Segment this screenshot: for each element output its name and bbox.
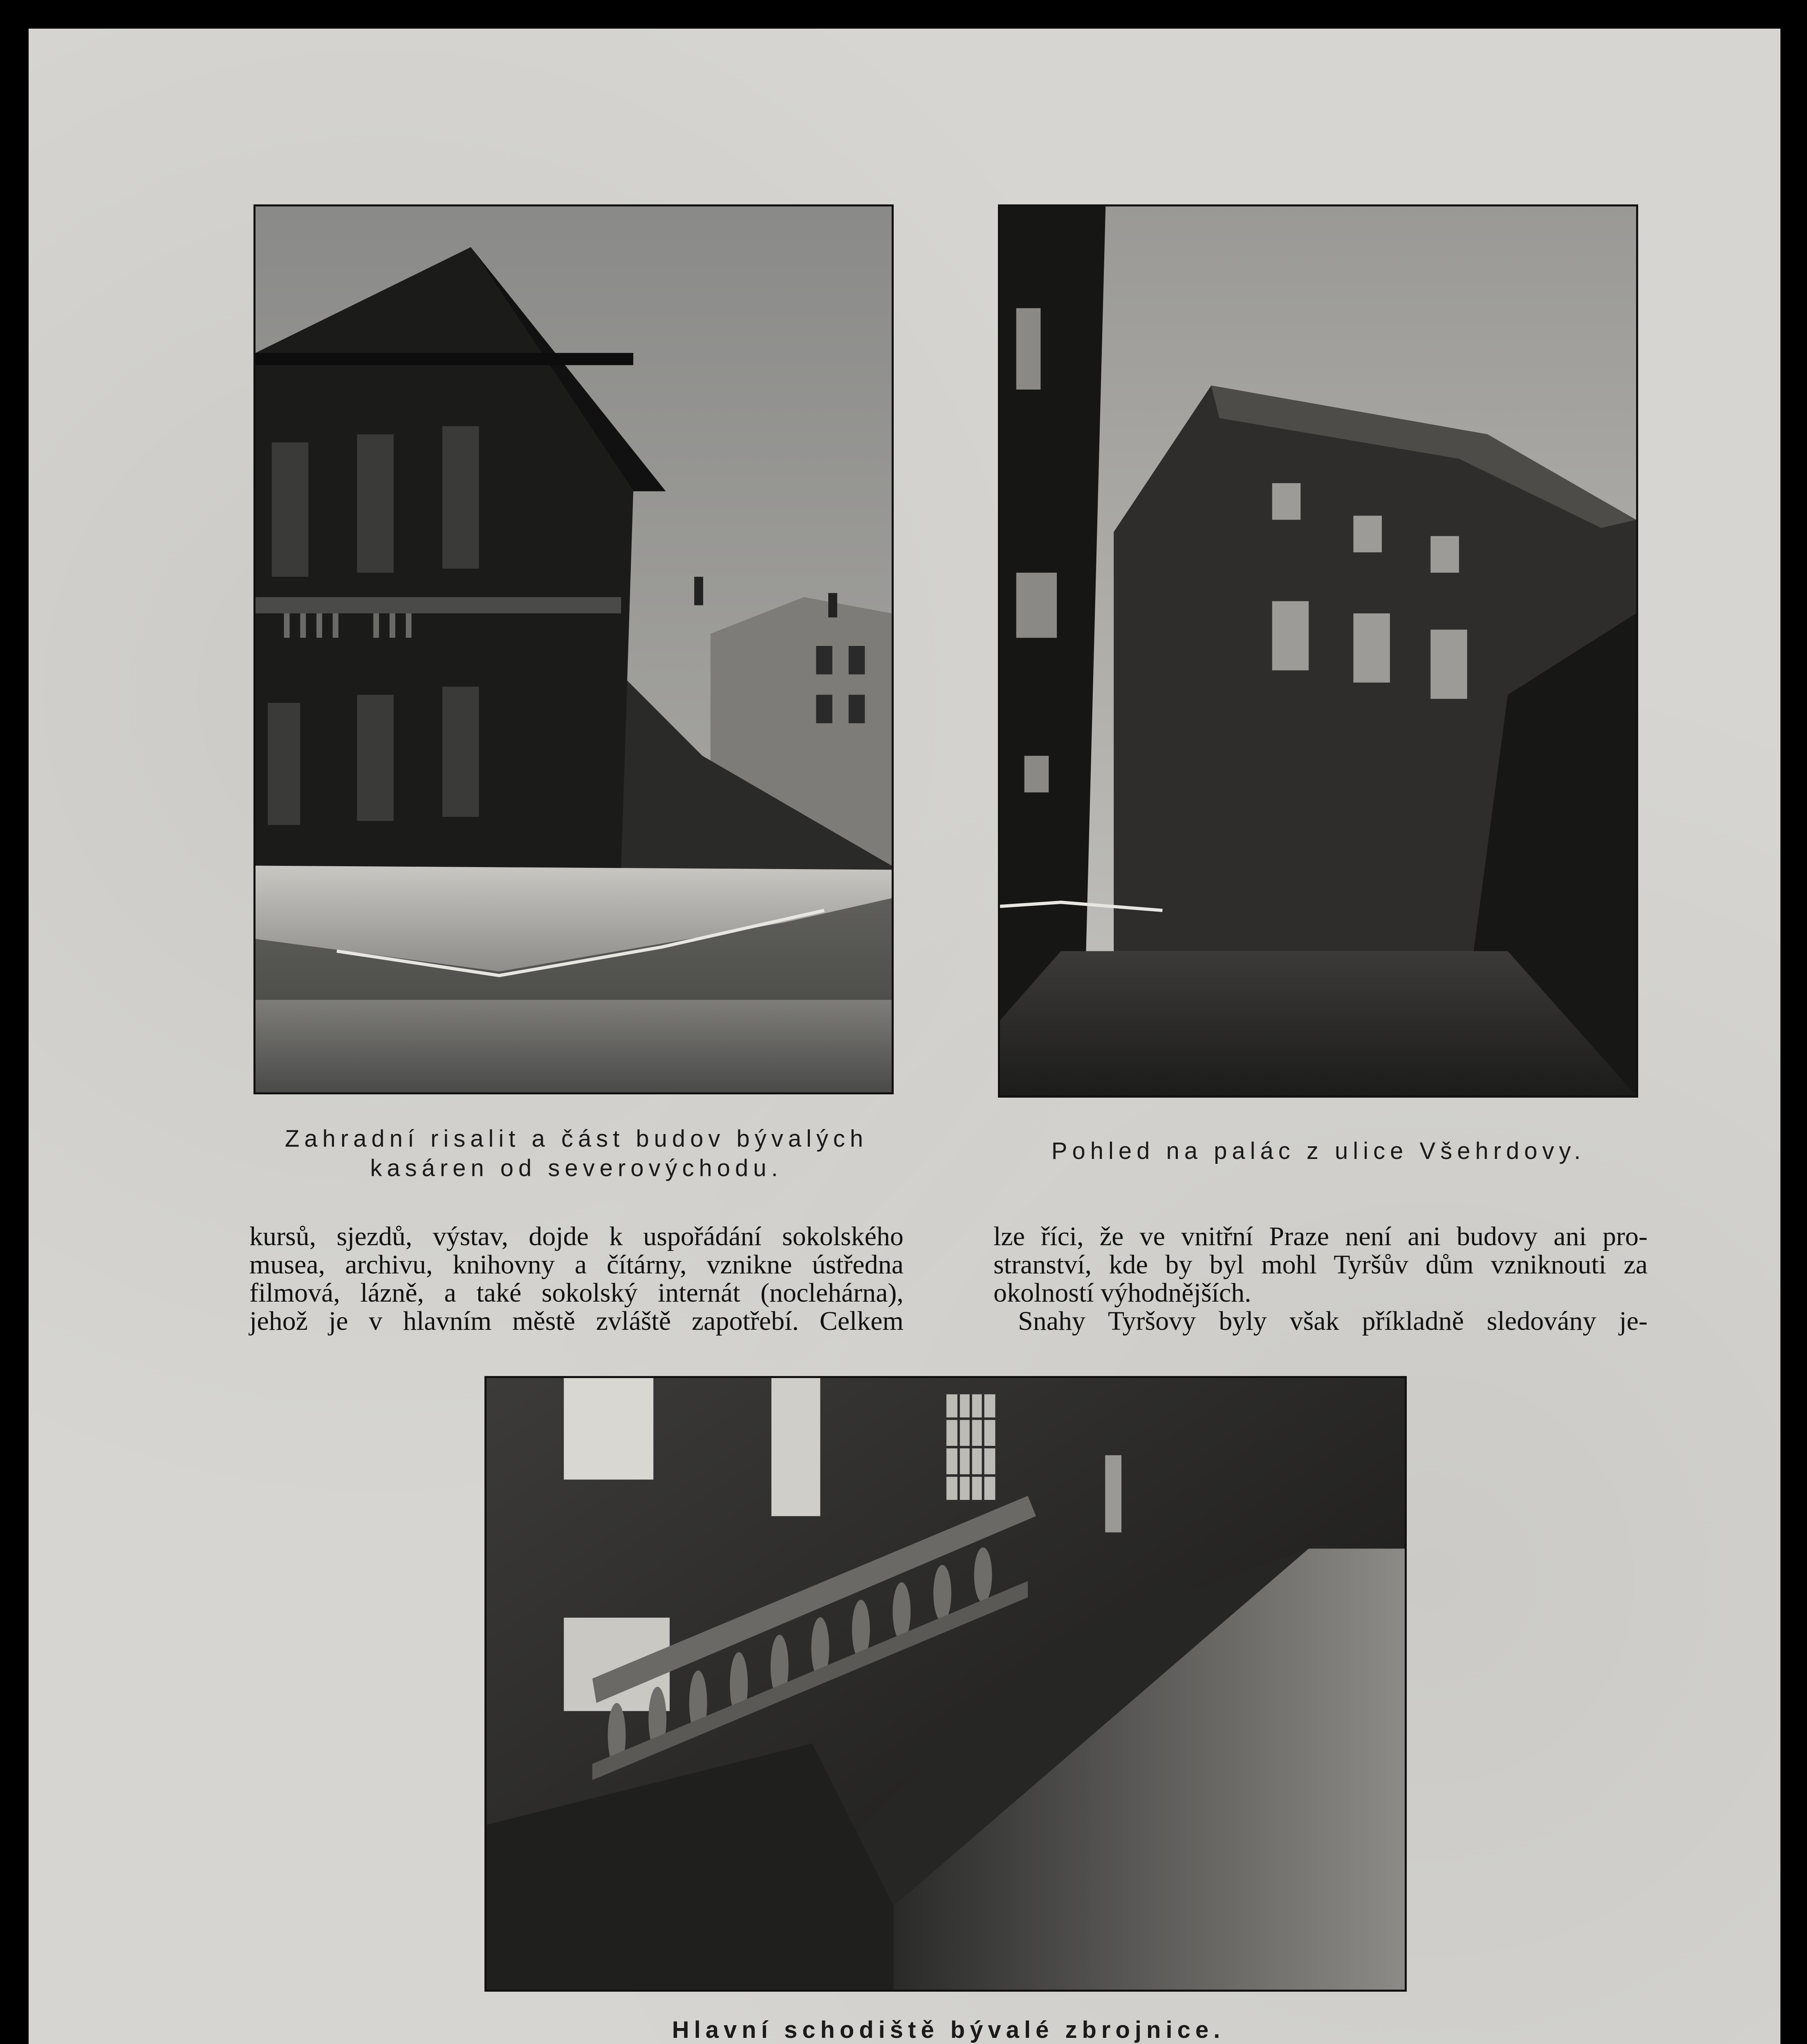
photo-garden-risalit [253, 204, 894, 1094]
body-text-right-column [993, 1222, 1648, 1335]
text-line: kursů, sjezdů, výstav, dojde k uspořádání sokolského [249, 1221, 904, 1251]
text-line: jehož je v hlavním městě zvláště zapotřebí. Celkem [249, 1306, 904, 1336]
text-line: lze říci, že ve vnitřní Praze není ani budovy ani pro- [993, 1221, 1648, 1251]
caption-palace: Pohled na palác z ulice Všehrdovy. [1051, 1138, 1586, 1164]
document-page [29, 29, 1780, 2044]
photo-staircase-image [486, 1378, 1405, 1990]
caption-garden-line2: kasáren od severovýchodu. [370, 1155, 783, 1181]
photo-main-staircase [484, 1376, 1407, 1992]
caption-garden-line1: Zahradní risalit a část budov bývalých [285, 1125, 868, 1152]
photo-garden-image [256, 206, 892, 1092]
caption-staircase: Hlavní schodiště bývalé zbrojnice. [672, 2017, 1225, 2043]
photo-palace-image [1000, 206, 1636, 1096]
text-line: Snahy Tyršovy byly však příkladně sledovány je- [1018, 1306, 1648, 1336]
text-line: musea, archivu, knihovny a čítárny, vznikne ústředna [249, 1250, 904, 1280]
photo-palace-street [998, 204, 1638, 1098]
text-line: stranství, kde by byl mohl Tyršův dům vzniknouti za [993, 1250, 1648, 1280]
body-text-left-column [249, 1222, 904, 1335]
text-line: filmová, lázně, a také sokolský internát (noclehárna), [249, 1278, 904, 1308]
text-line: okolností výhodnějších. [993, 1278, 1251, 1308]
caption-garden [258, 1124, 895, 1183]
